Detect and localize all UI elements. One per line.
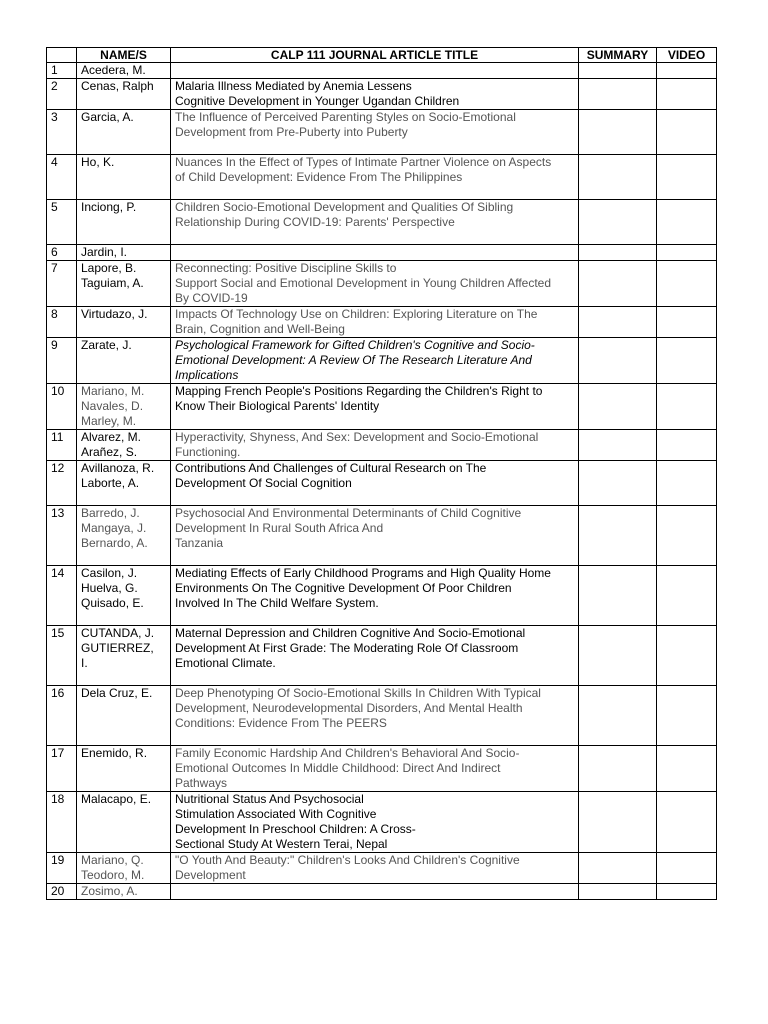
video-cell: [657, 384, 717, 430]
student-names: Lapore, B. Taguiam, A.: [77, 261, 171, 307]
table-row: [47, 307, 717, 338]
summary-cell: [579, 430, 657, 461]
row-number: 6: [47, 245, 77, 261]
article-title: Malaria Illness Mediated by Anemia Lessens Cognitive Development in Younger Ugandan Children: [171, 79, 579, 110]
row-number: 5: [47, 200, 77, 245]
summary-cell: [579, 338, 657, 384]
summary-cell: [579, 79, 657, 110]
summary-cell: [579, 307, 657, 338]
article-title: Mediating Effects of Early Childhood Programs and High Quality Home Environments On The Cognitive Development Of Poor Children Involved In The Child Welfare System.: [171, 566, 579, 626]
row-number: 20: [47, 884, 77, 900]
article-title: [171, 63, 579, 79]
row-number: 7: [47, 261, 77, 307]
row-number: 14: [47, 566, 77, 626]
title-header: CALP 111 JOURNAL ARTICLE TITLE: [171, 48, 579, 63]
article-title: Maternal Depression and Children Cognitive And Socio-Emotional Development At First Grade: The Moderating Role Of Classroom Emotional Climate.: [171, 626, 579, 686]
student-names: Cenas, Ralph: [77, 79, 171, 110]
row-number: 13: [47, 506, 77, 566]
summary-header: SUMMARY: [579, 48, 657, 63]
article-title: [171, 245, 579, 261]
table-row: [47, 338, 717, 384]
article-title: Reconnecting: Positive Discipline Skills to Support Social and Emotional Development in Young Children Affected By COVID-19: [171, 261, 579, 307]
assignment-table: [46, 47, 717, 900]
student-names: Mariano, Q. Teodoro, M.: [77, 853, 171, 884]
article-title: Children Socio-Emotional Development and Qualities Of Sibling Relationship During COVID-19: Parents' Perspective: [171, 200, 579, 245]
summary-cell: [579, 566, 657, 626]
student-names: Acedera, M.: [77, 63, 171, 79]
summary-cell: [579, 155, 657, 200]
video-cell: [657, 626, 717, 686]
table-row: [47, 110, 717, 155]
row-number: 15: [47, 626, 77, 686]
table-row: [47, 430, 717, 461]
row-number: 18: [47, 792, 77, 853]
student-names: Zosimo, A.: [77, 884, 171, 900]
summary-cell: [579, 261, 657, 307]
table-row: [47, 384, 717, 430]
summary-cell: [579, 200, 657, 245]
video-cell: [657, 792, 717, 853]
student-names: Inciong, P.: [77, 200, 171, 245]
table-row: [47, 461, 717, 506]
row-number: 1: [47, 63, 77, 79]
video-cell: [657, 853, 717, 884]
row-number: 3: [47, 110, 77, 155]
article-title: Nuances In the Effect of Types of Intimate Partner Violence on Aspects of Child Development: Evidence From The Philippines: [171, 155, 579, 200]
student-names: Zarate, J.: [77, 338, 171, 384]
student-names: Virtudazo, J.: [77, 307, 171, 338]
student-names: Ho, K.: [77, 155, 171, 200]
summary-cell: [579, 853, 657, 884]
student-names: Alvarez, M. Arañez, S.: [77, 430, 171, 461]
student-names: Casilon, J. Huelva, G. Quisado, E.: [77, 566, 171, 626]
summary-cell: [579, 626, 657, 686]
student-names: Avillanoza, R. Laborte, A.: [77, 461, 171, 506]
table-row: [47, 200, 717, 245]
table-row: [47, 155, 717, 200]
article-title: Nutritional Status And Psychosocial Stimulation Associated With Cognitive Development In Preschool Children: A Cross- Sectional Study At Western Terai, Nepal: [171, 792, 579, 853]
summary-cell: [579, 384, 657, 430]
row-number: 2: [47, 79, 77, 110]
student-names: Malacapo, E.: [77, 792, 171, 853]
article-title: [171, 884, 579, 900]
row-number: 17: [47, 746, 77, 792]
table-row: [47, 261, 717, 307]
row-number: 9: [47, 338, 77, 384]
summary-cell: [579, 686, 657, 746]
student-names: Enemido, R.: [77, 746, 171, 792]
video-cell: [657, 430, 717, 461]
video-cell: [657, 338, 717, 384]
summary-cell: [579, 63, 657, 79]
table-row: [47, 506, 717, 566]
table-row: [47, 792, 717, 853]
video-cell: [657, 746, 717, 792]
article-title: Deep Phenotyping Of Socio-Emotional Skills In Children With Typical Development, Neurodevelopmental Disorders, And Mental Health Conditions: Evidence From The PEERS: [171, 686, 579, 746]
video-cell: [657, 79, 717, 110]
row-number: 12: [47, 461, 77, 506]
names-header: NAME/S: [77, 48, 171, 63]
video-cell: [657, 200, 717, 245]
video-cell: [657, 686, 717, 746]
article-title: Hyperactivity, Shyness, And Sex: Development and Socio-Emotional Functioning.: [171, 430, 579, 461]
summary-cell: [579, 506, 657, 566]
video-cell: [657, 110, 717, 155]
student-names: Jardin, I.: [77, 245, 171, 261]
video-cell: [657, 461, 717, 506]
article-title: Contributions And Challenges of Cultural Research on The Development Of Social Cognition: [171, 461, 579, 506]
table-row: [47, 626, 717, 686]
video-cell: [657, 307, 717, 338]
article-title: The Influence of Perceived Parenting Styles on Socio-Emotional Development from Pre-Puberty into Puberty: [171, 110, 579, 155]
video-cell: [657, 245, 717, 261]
video-cell: [657, 155, 717, 200]
row-number: 16: [47, 686, 77, 746]
student-names: Mariano, M. Navales, D. Marley, M.: [77, 384, 171, 430]
summary-cell: [579, 461, 657, 506]
student-names: Garcia, A.: [77, 110, 171, 155]
table-row: [47, 79, 717, 110]
video-cell: [657, 506, 717, 566]
row-number: 11: [47, 430, 77, 461]
video-cell: [657, 261, 717, 307]
student-names: Barredo, J. Mangaya, J. Bernardo, A.: [77, 506, 171, 566]
article-title: Family Economic Hardship And Children's Behavioral And Socio- Emotional Outcomes In Middle Childhood: Direct And Indirect Pathways: [171, 746, 579, 792]
summary-cell: [579, 792, 657, 853]
row-number: 19: [47, 853, 77, 884]
table-row: [47, 63, 717, 79]
article-title: "O Youth And Beauty:" Children's Looks And Children's Cognitive Development: [171, 853, 579, 884]
table-row: [47, 686, 717, 746]
summary-cell: [579, 245, 657, 261]
row-number: 4: [47, 155, 77, 200]
table-row: [47, 245, 717, 261]
summary-cell: [579, 110, 657, 155]
article-title: Psychological Framework for Gifted Children's Cognitive and Socio- Emotional Development: A Review Of The Research Literature And Implications: [171, 338, 579, 384]
table-row: [47, 746, 717, 792]
row-number: 8: [47, 307, 77, 338]
article-title: Impacts Of Technology Use on Children: Exploring Literature on The Brain, Cognition and Well-Being: [171, 307, 579, 338]
table-row: [47, 566, 717, 626]
student-names: CUTANDA, J. GUTIERREZ, I.: [77, 626, 171, 686]
summary-cell: [579, 746, 657, 792]
student-names: Dela Cruz, E.: [77, 686, 171, 746]
article-title: Mapping French People's Positions Regarding the Children's Right to Know Their Biological Parents' Identity: [171, 384, 579, 430]
row-number: 10: [47, 384, 77, 430]
table-row: [47, 884, 717, 900]
video-cell: [657, 63, 717, 79]
article-title: Psychosocial And Environmental Determinants of Child Cognitive Development In Rural South Africa And Tanzania: [171, 506, 579, 566]
header-row: [47, 48, 717, 63]
summary-cell: [579, 884, 657, 900]
table-row: [47, 853, 717, 884]
video-header: VIDEO: [657, 48, 717, 63]
video-cell: [657, 884, 717, 900]
video-cell: [657, 566, 717, 626]
number-header: [47, 48, 77, 63]
